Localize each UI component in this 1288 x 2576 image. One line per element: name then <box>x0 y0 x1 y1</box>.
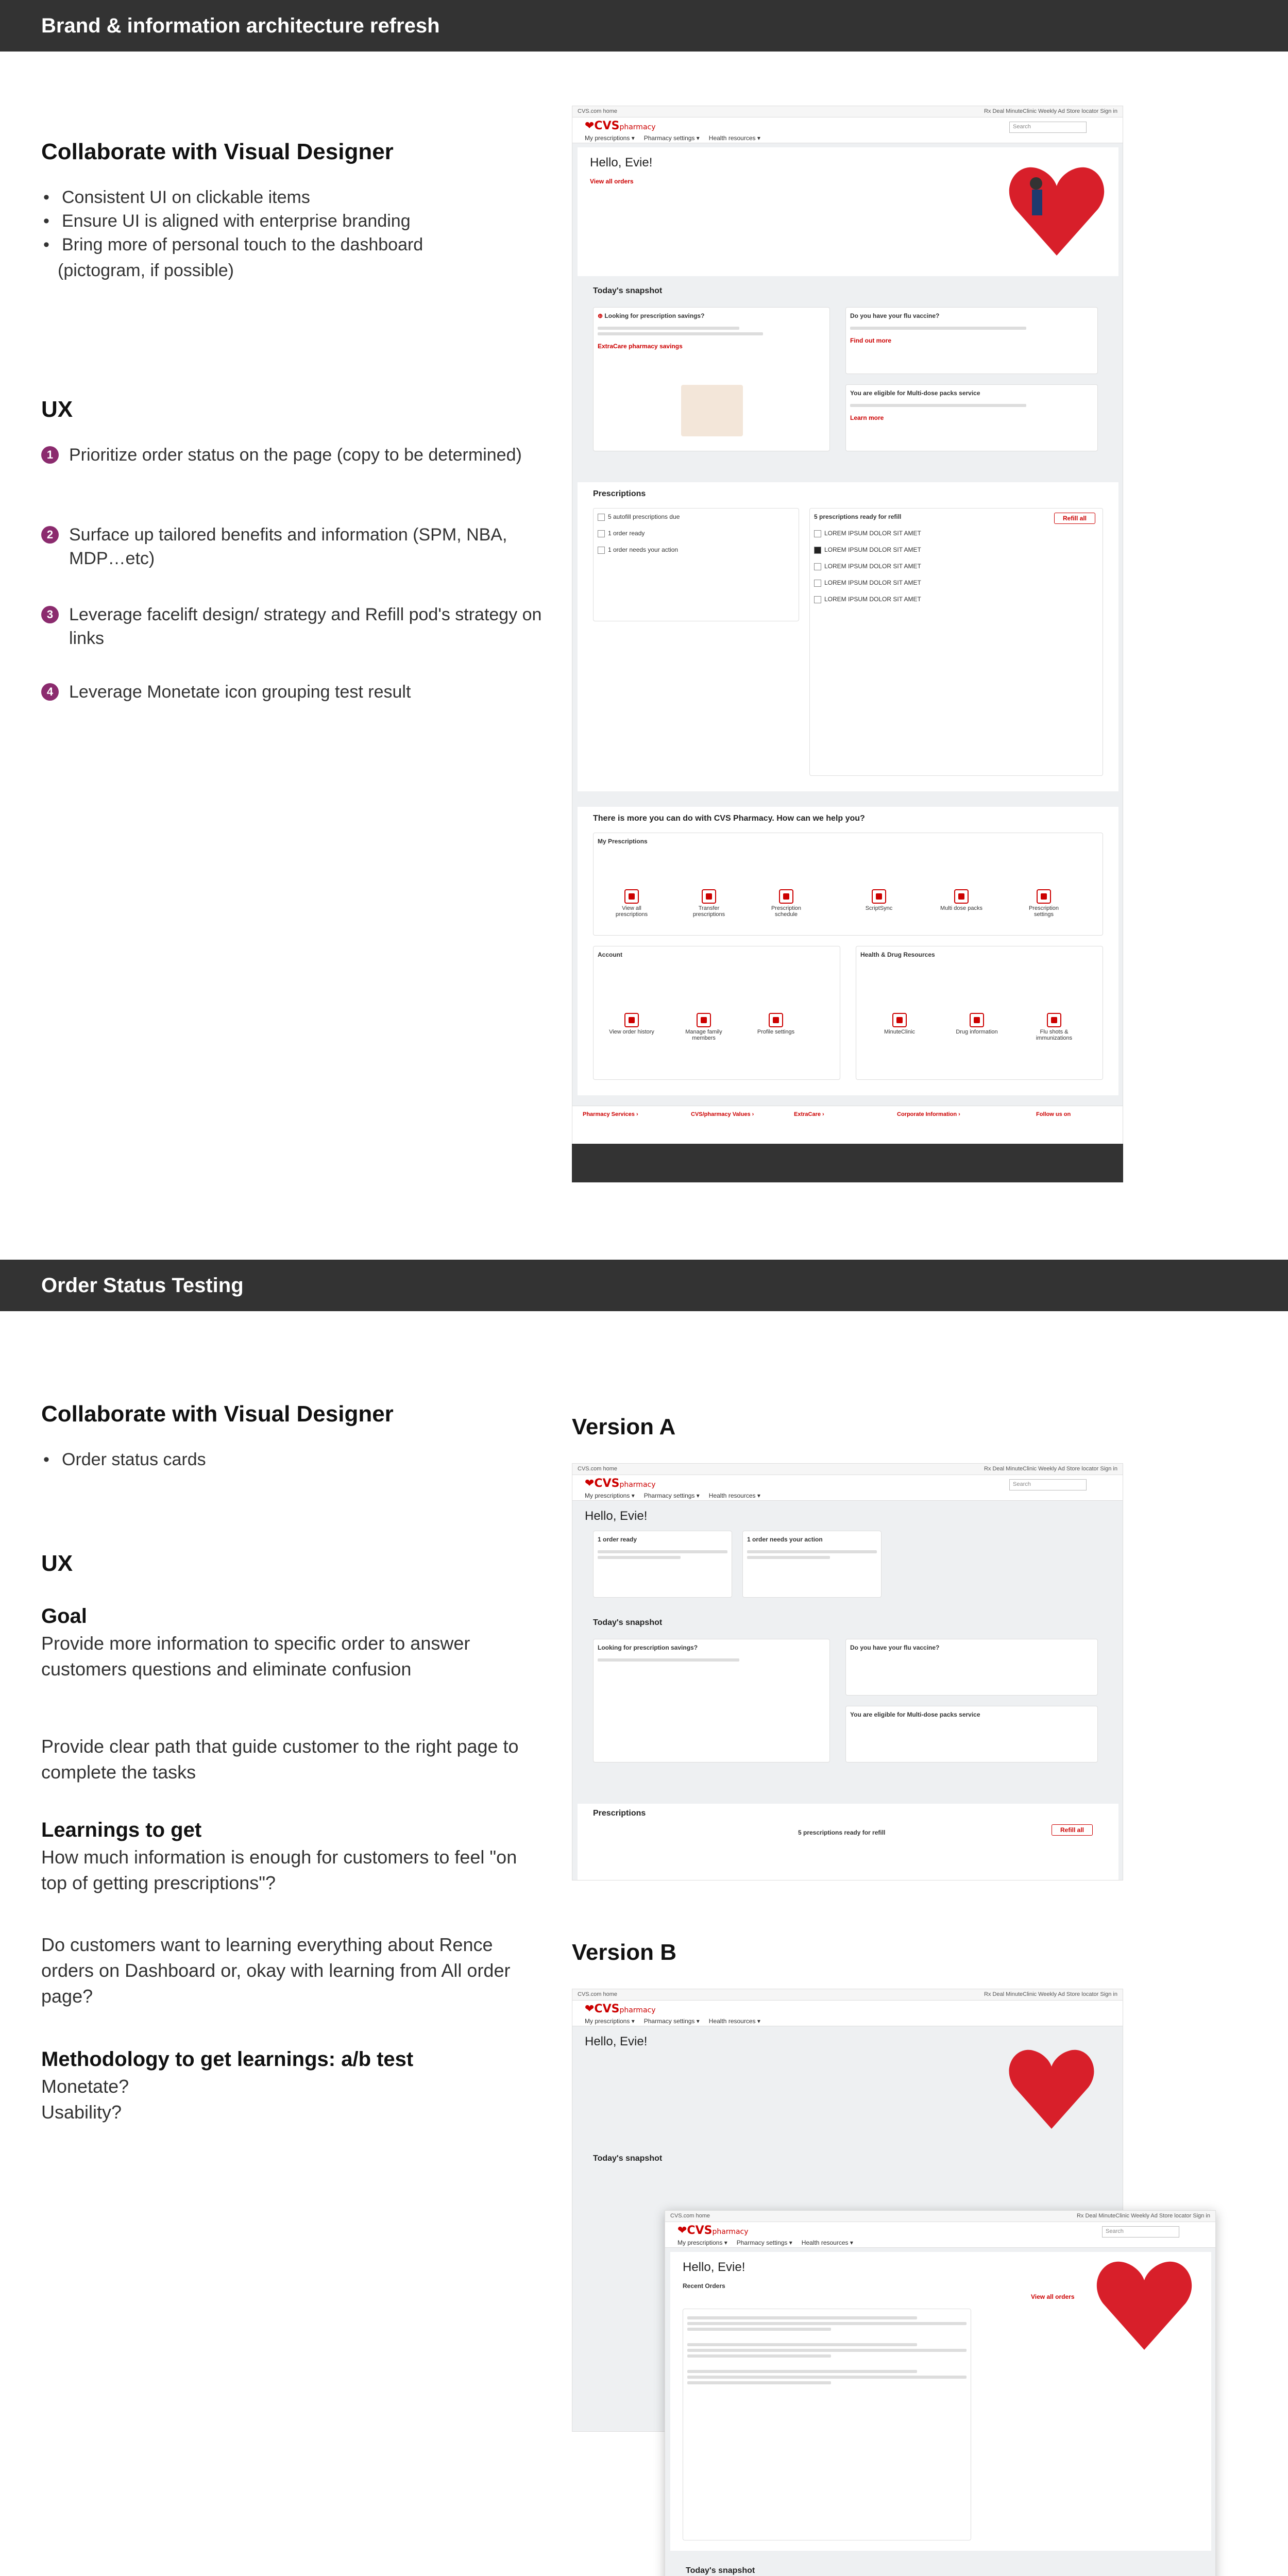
cvs-logo[interactable]: ❤CVSpharmacy <box>585 120 656 132</box>
icon-flu-shots[interactable]: Flu shots & immunizations <box>1031 1013 1077 1041</box>
ux-text: Leverage facelift design/ strategy and Refill pod's strategy on links <box>69 605 542 648</box>
section-header-brand: Brand & information architecture refresh <box>0 0 1288 52</box>
ux-heading: UX <box>41 397 73 422</box>
mock-topbar: CVS.com home Rx Deal MinuteClinic Weekly Ad Store locator Sign in <box>572 106 1123 117</box>
heart-pictogram <box>1005 163 1108 261</box>
ux-item-3 <box>41 603 562 650</box>
ux-number-badge: 4 <box>41 683 59 701</box>
heart-pictogram <box>1093 2257 1196 2355</box>
mock-header <box>572 117 1123 143</box>
brand-heading: Collaborate with Visual Designer <box>41 139 394 164</box>
icon-drug-info[interactable]: Drug information <box>954 1013 1000 1035</box>
icon-minuteclinic[interactable]: MinuteClinic <box>876 1013 923 1035</box>
recent-orders-list <box>683 2309 971 2540</box>
icon-rx-settings[interactable]: Prescription settings <box>1021 889 1067 918</box>
methodology-1: Monetate? <box>41 2076 129 2097</box>
order-card-ready[interactable]: 1 order ready <box>593 1531 732 1598</box>
ux-text: Prioritize order status on the page (copy to be determined) <box>69 445 522 465</box>
version-a-mockup: CVS.com home Rx Deal MinuteClinic Weekly Ad Store locator Sign in ❤CVSpharmacy My prescriptions ▾ Pharmacy settings ▾ Health resources ▾ Search Hello, Evie! 1 order ready 1 order needs your action Today's snapshot Looking for prescription savings? Do you have your flu vaccine? You are eligible for Multi-dose packs service Prescriptions 5 prescriptions ready for refill Refill all <box>572 1463 1123 1880</box>
ux-number-badge: 2 <box>41 526 59 544</box>
order-ux-heading: UX <box>41 1551 73 1576</box>
mock-footer-dark <box>572 1144 1123 1182</box>
version-b-mockup-front: CVS.com home Rx Deal MinuteClinic Weekly Ad Store locator Sign in ❤CVSpharmacy My prescriptions ▾ Pharmacy settings ▾ Health resources ▾ Search Hello, Evie! Recent Orders View all orders Today's snapshot <box>665 2210 1216 2576</box>
refill-all-button[interactable]: Refill all <box>1052 1824 1093 1836</box>
methodology-2: Usability? <box>41 2102 122 2123</box>
brand-bullet: • Ensure UI is aligned with enterprise branding <box>41 209 556 233</box>
goal-heading: Goal <box>41 1605 87 1628</box>
learnings-text-1: How much information is enough for customers to feel "on top of getting prescriptions"? <box>41 1846 517 1893</box>
prescriptions-panel: Prescriptions 5 autofill prescriptions due 1 order ready 1 order needs your action 5 prescriptions ready for refill Refill all LOREM IPSUM DOLOR SIT AMET LOREM IPSUM DOLOR SIT AMET LOREM IPSUM DOLOR SIT AMET LOREM IPSUM DOLOR SIT AMET LOREM IPSUM DOLOR SIT AMET <box>578 482 1118 791</box>
snapshot-card-savings[interactable]: Looking for prescription savings? <box>593 1639 830 1762</box>
icon-order-history[interactable]: View order history <box>608 1013 655 1035</box>
snapshot-card-multidose[interactable]: You are eligible for Multi-dose packs service Learn more <box>845 384 1098 451</box>
search-input[interactable]: Search <box>1009 122 1087 133</box>
goal-text-2: Provide clear path that guide customer to the right page to complete the tasks <box>41 1736 519 1783</box>
greeting: Hello, Evie! <box>590 156 653 170</box>
version-a-label: Version A <box>572 1414 676 1439</box>
version-b-label: Version B <box>572 1940 676 1965</box>
snapshot-card-flu[interactable]: Do you have your flu vaccine? Find out more <box>845 307 1098 374</box>
ux-item-2 <box>41 523 562 570</box>
icon-transfer[interactable]: Transfer prescriptions <box>686 889 732 918</box>
brand-bullet: • Consistent UI on clickable items <box>41 185 556 209</box>
pharmacist-illustration <box>681 385 743 436</box>
goal-text-1: Provide more information to specific order to answer customers questions and eliminate confusion <box>41 1633 470 1680</box>
more-you-can-do: There is more you can do with CVS Pharmacy. How can we help you? My Prescriptions View all prescriptions Transfer prescriptions Prescription schedule ScriptSync Multi dose packs Prescription settings Account Health & Drug Resources View order history Manage family members Profile settings MinuteClinic Drug information Flu shots & immunizations <box>578 807 1118 1095</box>
my-prescriptions-card: My Prescriptions <box>593 833 1103 936</box>
learnings-heading: Learnings to get <box>41 1819 202 1841</box>
icon-schedule[interactable]: Prescription schedule <box>763 889 809 918</box>
ux-number-badge: 3 <box>41 606 59 623</box>
ux-number-badge: 1 <box>41 446 59 464</box>
snapshot-card-flu[interactable]: Do you have your flu vaccine? <box>845 1639 1098 1696</box>
ux-text: Leverage Monetate icon grouping test result <box>69 682 411 702</box>
brand-bullets <box>41 185 556 257</box>
dashboard-mockup-main <box>572 106 1123 1182</box>
icon-view-all[interactable]: View all prescriptions <box>608 889 655 918</box>
ux-item-1 <box>41 443 562 467</box>
icon-multidose[interactable]: Multi dose packs <box>938 889 985 911</box>
mock-nav: My prescriptions ▾ Pharmacy settings ▾ Health resources ▾ <box>585 134 760 142</box>
ux-text: Surface up tailored benefits and information (SPM, NBA, MDP…etc) <box>69 525 507 568</box>
snapshot-card-multidose[interactable]: You are eligible for Multi-dose packs service <box>845 1706 1098 1762</box>
snapshot-card-savings[interactable]: ⊕ Looking for prescription savings? ExtraCare pharmacy savings <box>593 307 830 451</box>
icon-family[interactable]: Manage family members <box>681 1013 727 1041</box>
refill-list: 5 prescriptions ready for refill Refill all LOREM IPSUM DOLOR SIT AMET LOREM IPSUM DOLOR SIT AMET LOREM IPSUM DOLOR SIT AMET LOREM IPSUM DOLOR SIT AMET LOREM IPSUM DOLOR SIT AMET <box>809 508 1103 776</box>
order-card-action[interactable]: 1 order needs your action <box>742 1531 882 1598</box>
mock-footer: Pharmacy Services › CVS/pharmacy Values › ExtraCare › Corporate Information › Follow us on <box>572 1106 1123 1182</box>
order-bullets: • Order status cards <box>41 1448 505 1471</box>
refill-all-button[interactable]: Refill all <box>1054 513 1095 524</box>
icon-profile[interactable]: Profile settings <box>753 1013 799 1035</box>
view-all-orders-link[interactable]: View all orders <box>590 178 634 185</box>
learnings-text-2: Do customers want to learning everything about Rence orders on Dashboard or, okay with learning from All order page? <box>41 1934 511 2007</box>
prescription-summary: 5 autofill prescriptions due 1 order ready 1 order needs your action <box>593 508 799 621</box>
view-all-orders-link[interactable]: View all orders <box>1031 2293 1075 2300</box>
health-resources-card: Health & Drug Resources <box>856 946 1103 1080</box>
ux-item-4 <box>41 680 562 704</box>
section-header-order: Order Status Testing <box>0 1260 1288 1311</box>
heart-pictogram <box>1005 2046 1098 2133</box>
order-heading: Collaborate with Visual Designer <box>41 1401 394 1427</box>
icon-scriptsync[interactable]: ScriptSync <box>856 889 902 911</box>
account-card: Account <box>593 946 840 1080</box>
version-b-mockup-back: CVS.com home Rx Deal MinuteClinic Weekly Ad Store locator Sign in ❤CVSpharmacy My prescriptions ▾ Pharmacy settings ▾ Health resources ▾ Hello, Evie! Today's snapshot <box>572 1989 1123 2432</box>
brand-bullet-cont: (pictogram, if possible) <box>58 261 234 280</box>
brand-bullet: • Bring more of personal touch to the dashboard <box>41 233 556 257</box>
methodology-heading: Methodology to get learnings: a/b test <box>41 2048 414 2071</box>
todays-snapshot-title: Today's snapshot <box>593 286 663 295</box>
